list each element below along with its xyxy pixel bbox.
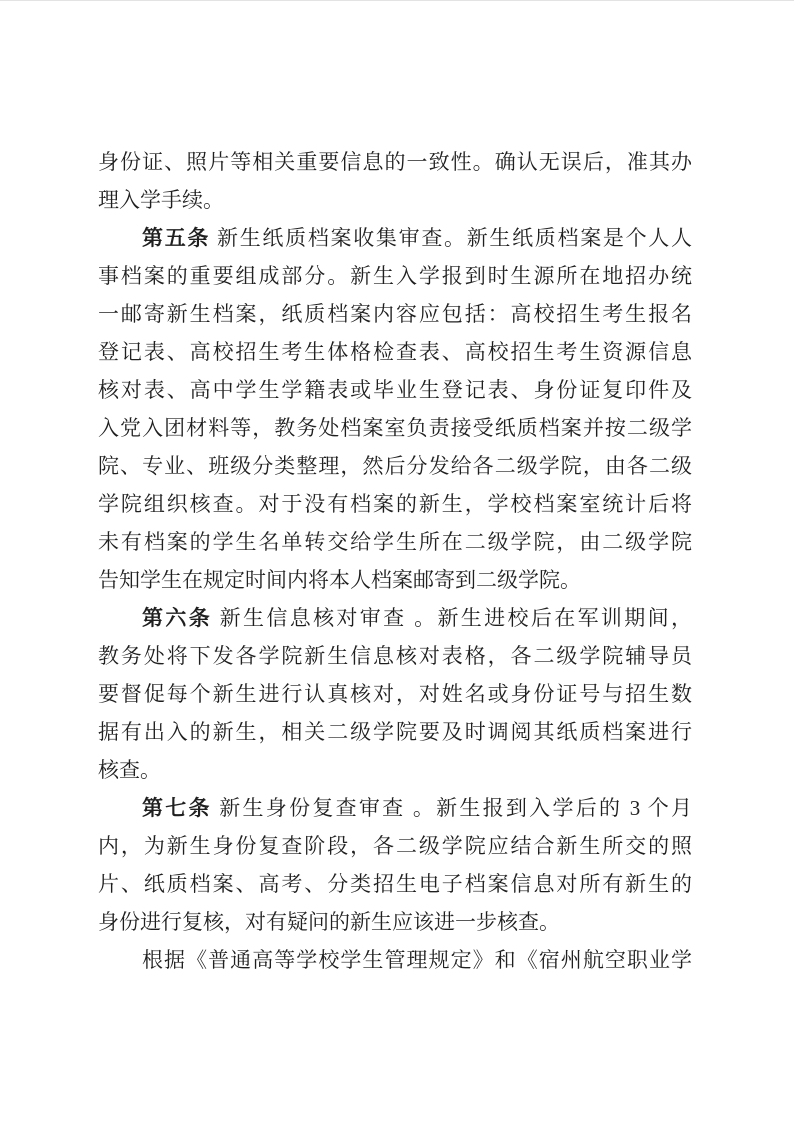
text-line [98, 561, 692, 599]
text-line [98, 675, 692, 713]
text-line [98, 903, 692, 941]
text-line [98, 447, 692, 485]
text-line-content: 事档案的重要组成部分。新生入学报到时生源所在地招办统 [98, 264, 692, 288]
text-line-content: 身份进行复核，对有疑问的新生应该进一步核查。 [98, 910, 560, 934]
text-line [98, 295, 692, 333]
text-line [98, 485, 692, 523]
text-line [98, 409, 692, 447]
text-line-content: 片、纸质档案、高考、分类招生电子档案信息对所有新生的 [98, 872, 692, 896]
text-line-content: 新生信息核对审查 。新生进校后在军训期间， [212, 606, 692, 630]
text-line [98, 751, 692, 789]
text-line [98, 371, 692, 409]
text-line [98, 523, 692, 561]
text-line-content: 新生身份复查审查 。新生报到入学后的 3 个月 [211, 796, 692, 820]
text-line-content: 教务处将下发各学院新生信息核对表格，各二级学院辅导员 [98, 644, 692, 668]
text-line [98, 789, 692, 827]
text-line [98, 865, 692, 903]
text-line-content: 院、专业、班级分类整理，然后分发给各二级学院，由各二级 [98, 454, 692, 478]
text-line-content: 核查。 [98, 758, 161, 782]
text-line-content: 学院组织核查。对于没有档案的新生，学校档案室统计后将 [98, 492, 692, 516]
text-line [98, 713, 692, 751]
text-line-content: 一邮寄新生档案，纸质档案内容应包括：高校招生考生报名 [98, 302, 692, 326]
text-line [98, 599, 692, 637]
text-line [98, 181, 692, 219]
text-line-content: 理入学手续。 [98, 188, 224, 212]
text-line [98, 219, 692, 257]
text-line [98, 941, 692, 979]
article-number: 第七条 [142, 796, 212, 820]
text-line-content: 告知学生在规定时间内将本人档案邮寄到二级学院。 [98, 568, 581, 592]
text-line-content: 内，为新生身份复查阶段，各二级学院应结合新生所交的照 [98, 834, 692, 858]
text-line [98, 333, 692, 371]
text-line-content: 未有档案的学生名单转交给学生所在二级学院，由二级学院 [98, 530, 692, 554]
text-line-content: 登记表、高校招生考生体格检查表、高校招生考生资源信息 [98, 340, 692, 364]
text-line-content: 据有出入的新生，相关二级学院要及时调阅其纸质档案进行 [98, 720, 692, 744]
article-number: 第六条 [142, 606, 213, 630]
text-line [98, 143, 692, 181]
text-line [98, 637, 692, 675]
text-line [98, 257, 692, 295]
article-number: 第五条 [142, 226, 211, 250]
text-line-content: 入党入团材料等，教务处档案室负责接受纸质档案并按二级学 [98, 416, 692, 440]
text-line-content: 新生纸质档案收集审查。新生纸质档案是个人人 [210, 226, 692, 250]
text-line-content: 要督促每个新生进行认真核对，对姓名或身份证号与招生数 [98, 682, 692, 706]
text-line-content: 根据《普通高等学校学生管理规定》和《宿州航空职业学 [142, 948, 692, 972]
document-body [98, 143, 692, 979]
text-line-content: 身份证、照片等相关重要信息的一致性。确认无误后，准其办 [98, 150, 692, 174]
text-line-content: 核对表、高中学生学籍表或毕业生登记表、身份证复印件及 [98, 378, 692, 402]
text-line [98, 827, 692, 865]
